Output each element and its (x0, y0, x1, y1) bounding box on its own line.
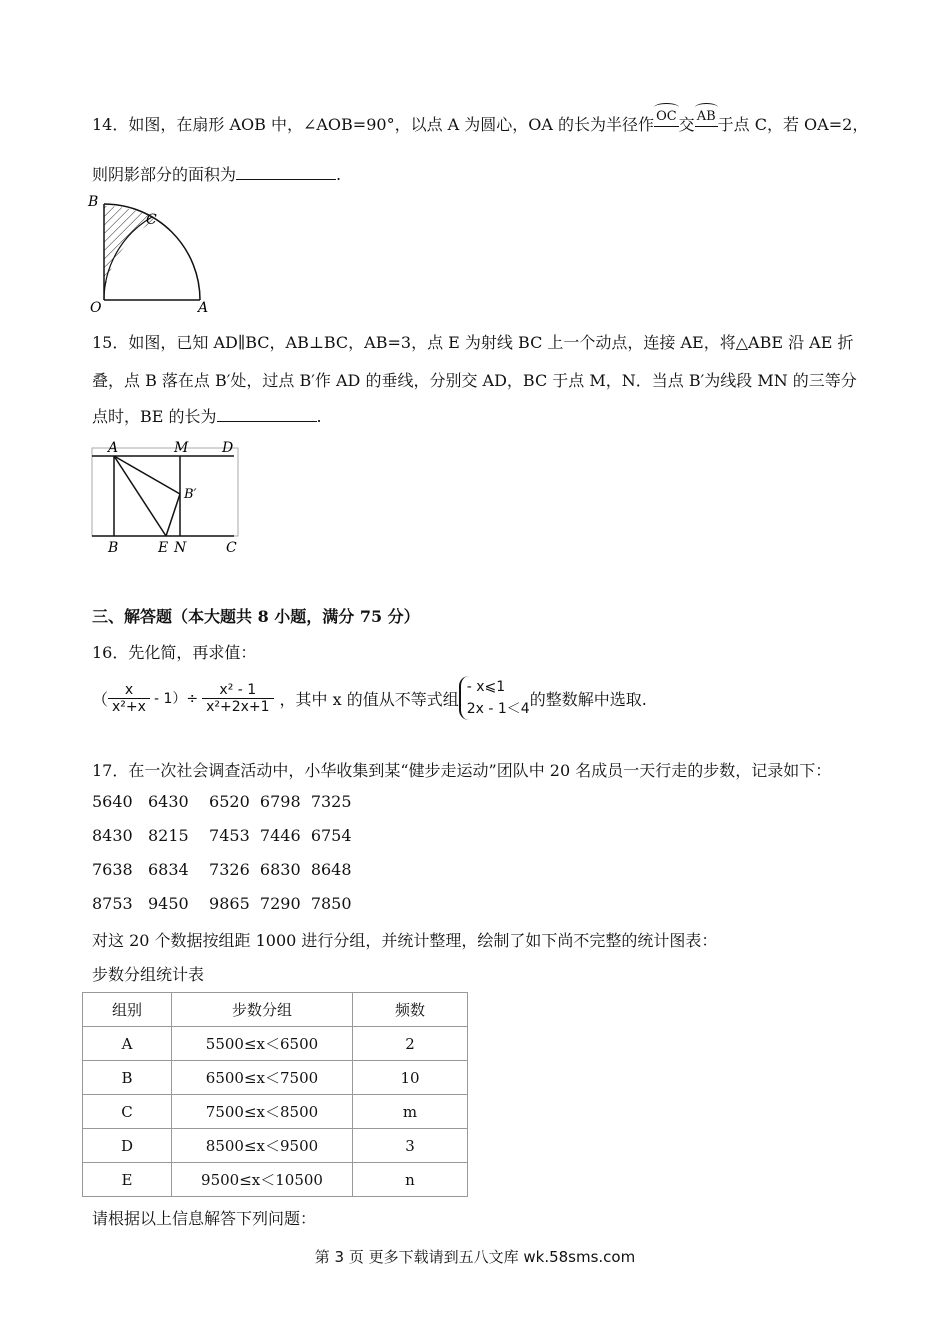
fraction-1 (108, 682, 150, 715)
q15-end: . (316, 407, 322, 426)
table-row (83, 1163, 468, 1197)
q17-data-row-4: 8753 9450 9865 7290 7850 (92, 894, 352, 913)
q16-title: 16．先化简，再求值： (92, 643, 257, 662)
q16-mid-text: ，其中 x 的值从不等式组 (279, 689, 459, 709)
arc-oc: OC (656, 109, 677, 124)
cell-range: 6500≤x＜7500 (172, 1061, 353, 1095)
q15-line2: 叠，点 B 落在点 B′处，过点 B′作 AD 的垂线，分别交 AD，BC 于点 M，N．当点 B′为线段 MN 的三等分 (92, 371, 857, 390)
label-m: M (174, 440, 189, 456)
fraction-2 (202, 682, 273, 715)
fraction-1-numerator: x (108, 682, 150, 699)
q14-text-a: 14．如图，在扇形 AOB 中，∠AOB=90°，以点 A 为圆心，OA 的长为半径作 (92, 115, 655, 134)
cell-range: 5500≤x＜6500 (172, 1027, 353, 1061)
cell-frequency: n (353, 1163, 468, 1197)
table-row (83, 1061, 468, 1095)
inequality-2: 2x - 1＜4 (466, 701, 530, 717)
q17-line1: 17．在一次社会调查活动中，小华收集到某“健步走运动”团队中 20 名成员一天行走的步数，记录如下： (92, 761, 832, 780)
minus-one-divide: - 1）÷ (153, 691, 199, 707)
q17-after: 请根据以上信息解答下列问题： (92, 1209, 317, 1228)
label-a: A (108, 440, 119, 456)
q14-end: . (336, 165, 342, 184)
segment-ab-prime (114, 456, 180, 494)
cell-frequency: m (353, 1095, 468, 1129)
label-n: N (174, 540, 187, 554)
q14-answer-blank[interactable] (236, 165, 336, 180)
label-c: C (226, 540, 237, 554)
cell-frequency: 2 (353, 1027, 468, 1061)
q14-text-b: 于点 C，若 OA=2， (717, 115, 869, 134)
segment-b-prime-e (166, 494, 180, 536)
q14-figure (86, 192, 216, 314)
cell-range: 7500≤x＜8500 (172, 1095, 353, 1129)
q16-expression (92, 676, 647, 720)
q14-mid: 交 (678, 115, 695, 134)
page-footer: 第 3 页 更多下载请到五八文库 wk.58sms.com (314, 1248, 636, 1266)
cell-frequency: 10 (353, 1061, 468, 1095)
q17-data-row-3: 7638 6834 7326 6830 8648 (92, 860, 352, 879)
cell-group: B (83, 1061, 172, 1095)
label-a: A (198, 300, 209, 314)
q16-end-text: 的整数解中选取. (529, 689, 647, 709)
table-row (83, 1129, 468, 1163)
q17-note: 对这 20 个数据按组距 1000 进行分组，并统计整理，绘制了如下尚不完整的统计图表： (92, 931, 718, 950)
cell-group: E (83, 1163, 172, 1197)
table-row (83, 1095, 468, 1129)
q17-data-row-1: 5640 6430 6520 6798 7325 (92, 792, 352, 811)
cell-group: A (83, 1027, 172, 1061)
table-row (83, 1027, 468, 1061)
q15-answer-blank[interactable] (217, 407, 317, 422)
header-group: 组别 (83, 993, 172, 1027)
inequality-system (459, 676, 530, 720)
q14-line2 (92, 162, 341, 185)
section-title: 三、解答题（本大题共 8 小题，满分 75 分） (92, 607, 420, 626)
label-c: C (146, 212, 157, 228)
label-o: O (90, 300, 102, 314)
header-range: 步数分组 (172, 993, 353, 1027)
label-b: B (88, 194, 99, 210)
fraction-2-denominator: x²+2x+1 (206, 698, 270, 715)
cell-range: 9500≤x＜10500 (172, 1163, 353, 1197)
step-group-table (82, 992, 468, 1197)
inequality-1: - x⩽1 (466, 679, 506, 695)
segment-ae (114, 456, 166, 536)
arc-ab: AB (696, 109, 716, 124)
q15-line1: 15．如图，已知 AD∥BC，AB⊥BC，AB=3，点 E 为射线 BC 上一个动点，连接 AE，将△ABE 沿 AE 折 (92, 333, 854, 352)
fraction-2-numerator: x² - 1 (202, 682, 273, 699)
left-paren: （ (92, 689, 109, 709)
label-e: E (158, 540, 169, 554)
table-title: 步数分组统计表 (92, 965, 205, 984)
cell-frequency: 3 (353, 1129, 468, 1163)
q17-data-row-2: 8430 8215 7453 7446 6754 (92, 826, 352, 845)
cell-group: D (83, 1129, 172, 1163)
q15-figure (88, 436, 240, 554)
cell-group: C (83, 1095, 172, 1129)
q15-text-3: 点时，BE 的长为 (92, 407, 217, 426)
q14-line1 (92, 109, 869, 135)
label-b: B (108, 540, 119, 554)
header-frequency: 频数 (353, 993, 468, 1027)
label-b-prime: B′ (184, 487, 197, 502)
cell-range: 8500≤x＜9500 (172, 1129, 353, 1163)
fraction-1-denominator: x²+x (112, 698, 146, 715)
q14-text-2: 则阴影部分的面积为 (92, 165, 237, 184)
q15-line3 (92, 404, 322, 427)
label-d: D (222, 440, 234, 456)
table-header-row (83, 993, 468, 1027)
